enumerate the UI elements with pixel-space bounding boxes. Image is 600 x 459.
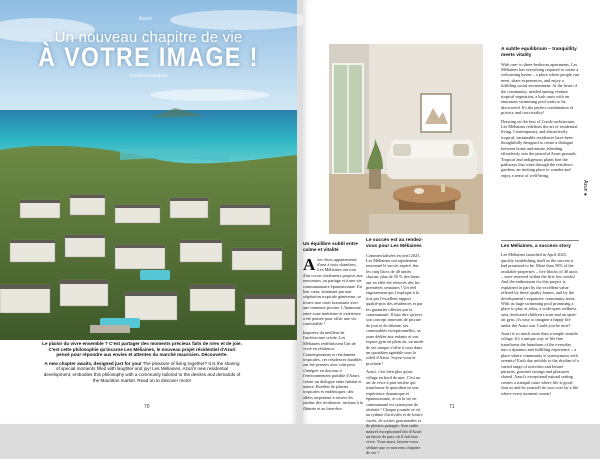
byline: Par Elena Baubert [130, 73, 167, 78]
dropcap: A [303, 254, 316, 274]
col1-paragraph-1-text: vec leurs appartements d'une à trois chambres, Les Méliaines ont tout d'un cocon chaleureux propice aux rencontres, au partage et à une vie communautaire épanouissante. En leur cœur, dominant par une végétation tropicale généreuse, se trouve une oasis luxuriante avec une immense piscine. L'harmonie entre zone intérieure et extérieure a été pensée pour offrir une vie confortable ! [303, 256, 363, 327]
intro-block [42, 341, 242, 383]
col2-paragraph-2: Azuri, c'est bien plus qu'un village en bord de mer. C'est un art de vivre à part entière qui transforme le quotidien en une expérience dynamique et épanouissante, et où la vie en communauté est synonyme de sérénité ! Chaque journée se vit au rythme d'activités et de loisirs variés, de sorties gourmandes et de plaisirs partagés. Son cadre naturel exceptionnel fait d'Azuri un havre de paix où il fait bon vivre. Vous aussi, laissez-vous séduire par ce nouveau chapitre de vie ! [366, 369, 423, 456]
headline-line-1: Un nouveau chapitre de vie [54, 29, 243, 46]
intro-english-body: The pleasure of living together? It is the sharing of special moments filled with laughter and joy! Les Méliaines, Azuri's new residential development, embodies this philosophy with a community tailored to the desires and demands of the Mauritian market. Read on to discover more! [43, 360, 241, 383]
col3-heading: A subtle equilibrium – tranquillity meets vitality [501, 47, 577, 58]
col1-paragraph-1 [303, 254, 363, 327]
col3-paragraph-1: With one- to three-bedroom apartments, Les Méliaines has everything required to create a welcoming haven – a place where people can meet, share experiences, and enjoy a fulfilling social environment. At the heart of the community, nestled among verdant tropical vegetation, a lush oasis with an enormous swimming pool waits to be discovered. It's the perfect combination of privacy and conviviality! [501, 61, 579, 116]
living-room-photo [329, 44, 483, 234]
column-3-lower [501, 238, 579, 399]
section-tag: Azuri [139, 16, 152, 22]
vertical-section-tag: Azuri ● [582, 180, 588, 196]
intro-english [42, 361, 242, 383]
right-page [303, 0, 600, 456]
col1-heading: Un équilibre subtil entre calme et vitalité [303, 242, 358, 253]
intro-english-lead: A new chapter awaits, designed just for you! [44, 360, 142, 366]
left-page [0, 0, 297, 424]
col2-heading: Le succès est au rendez-vous pour Les Méliaines [366, 238, 423, 249]
col3-paragraph-2: Drawing on the best of Creole architecture, Les Méliaines redefines the art of residential living. Contemporary and distinctively tropical, sustainable residences have been thoughtfully designed to create a dialogue between home and nature, blending effortlessly into the peaceful Azuri grounds. Tropical and indigenous plants line the pathways that wind through the residence gardens, an inviting place to wander and enjoy a sense of well-being. [501, 118, 578, 178]
col1-paragraph-2: Inspirées du meilleur de l'architecture créole, Les Méliaines redéfinissent l'art de vivre en résidence. Contemporaines et résolument tropicales, ces résidences durables ont été pensées avec soin pour s'intégrer en douceur à l'environnement paisible d'Azuri, créant un dialogue entre habitat et nature. Bordées de plantes tropicales et endémiques, des allées serpentent à travers les jardins des résidences, invitant à la flânerie et au bien-être. [303, 329, 363, 411]
column-1 [303, 242, 363, 414]
divider [501, 240, 579, 241]
page-number-right: 71 [449, 404, 455, 410]
col2-paragraph-1: Commercialisées en avril 2025, Les Méliaines ont rapidement rencontré le succès espéré. Sur les cinq blocs de 40 unités chacun, plus de 50 % des biens ont en effet été réservés dès les premières semaines ! Un réel engouement qui s'explique à la fois par l'excellent rapport qualité-prix des résidences et par les garanties offertes par la communauté. Il faut dire qu'avec son concept innovant de piscine de jour et de détente, ses commodités exceptionnelles, sa zone dédiée aux enfants et son espace gym en plein air, un mode de vie unique s'offre à vous dans un quotidien agréable sous le soleil d'Azuri. Soyez-vous le prochain ! [366, 252, 424, 366]
living-room-illustration [329, 44, 483, 234]
column-2 [366, 238, 424, 459]
page-number-left: 70 [144, 404, 150, 410]
col3-paragraph-4: Azuri is so much more than a simple seaside village. It's a unique way of life that transforms the humdrum of the everyday into a dynamic and fulfilling experience – a place where community is synonymous with serenity! Each day unfolds to the rhythm of a varied range of activities and leisure pursuits, gourmet outings and pleasures shared. Azuri's exceptional natural setting creates a tranquil oasis where life is good. Join us and let yourself be won over by a life where every moment counts! [501, 331, 579, 396]
column-3 [501, 47, 579, 181]
intro-french: Le plaisir du vivre ensemble ? C'est partager des moments précieux faits de rires et de joie. C'est cette philosophie qu'incarne Les Méliaines, le nouveau projet résidentiel d'Azuri pensé pour répondre aux envies et attentes du marché mauricien. Découverte. [42, 341, 242, 358]
col3-paragraph-3: Les Méliaines launched in April 2025, quickly establishing itself as the success it had promised to be. More than 50% of the available properties – five blocks of 40 units – were reserved within the first few weeks! And the enthusiasm for this project is explained in part by the excellent value offered by these quality homes, and by the development's expansive community areas. With its huge swimming pool promising a place to play or relax, a wide-open wellness area, dedicated children's zone and an open-air gym, it's easy to imagine a happy life under the Azuri sun. Could you be next? [501, 252, 578, 328]
col3-heading-2: Les Méliaines, a success story [501, 243, 571, 249]
headline-line-2: À VOTRE IMAGE ! [38, 41, 259, 72]
